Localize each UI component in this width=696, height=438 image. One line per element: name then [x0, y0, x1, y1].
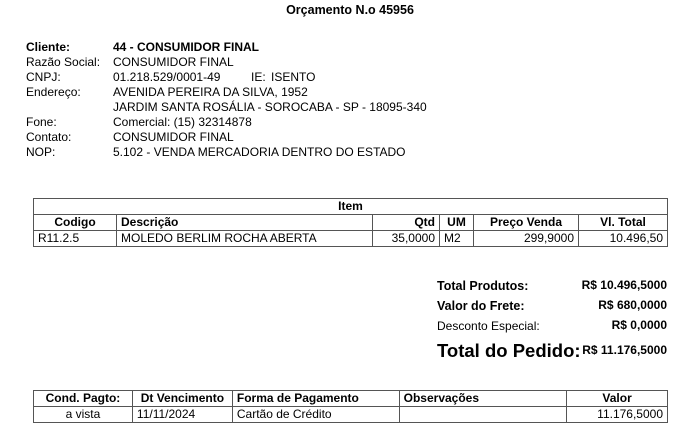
header-observacoes: Observações	[399, 391, 567, 407]
desconto-value: R$ 0,0000	[611, 318, 667, 332]
items-caption: Item	[34, 199, 668, 215]
table-row	[34, 407, 668, 423]
razao-label: Razão Social:	[26, 55, 101, 69]
cell-descricao: MOLEDO BERLIM ROCHA ABERTA	[117, 231, 373, 247]
ie-value: ISENTO	[271, 70, 316, 84]
cnpj-value: 01.218.529/0001-49	[113, 70, 221, 84]
header-qtd: Qtd	[373, 215, 440, 231]
cnpj-label: CNPJ:	[26, 70, 61, 84]
frete-label: Valor do Frete:	[437, 299, 525, 313]
header-valor: Valor	[567, 391, 668, 407]
cell-vencimento: 11/11/2024	[132, 407, 232, 423]
total-produtos-value: R$ 10.496,5000	[581, 278, 667, 292]
contato-label: Contato:	[26, 130, 72, 144]
cell-observacoes	[399, 407, 567, 423]
payment-header-row	[34, 391, 668, 407]
endereco-line2: JARDIM SANTA ROSÁLIA - SOROCABA - SP - 18095-340	[113, 100, 427, 114]
cell-total: 10.496,50	[579, 231, 668, 247]
header-descricao: Descrição	[117, 215, 373, 231]
header-um: UM	[440, 215, 474, 231]
document-title: Orçamento N.o 45956	[286, 3, 414, 17]
cliente-value: 44 - CONSUMIDOR FINAL	[113, 40, 260, 54]
fone-value: Comercial: (15) 32314878	[113, 115, 252, 129]
header-preco: Preço Venda	[474, 215, 579, 231]
cell-cond-pagto: a vista	[34, 407, 133, 423]
nop-value: 5.102 - VENDA MERCADORIA DENTRO DO ESTADO	[113, 145, 406, 159]
cliente-label: Cliente:	[26, 40, 71, 54]
endereco-label: Endereço:	[26, 85, 81, 99]
cell-qtd: 35,0000	[373, 231, 440, 247]
cell-um: M2	[440, 231, 474, 247]
header-forma: Forma de Pagamento	[232, 391, 399, 407]
cell-preco: 299,9000	[474, 231, 579, 247]
contato-value: CONSUMIDOR FINAL	[113, 130, 234, 144]
nop-label: NOP:	[26, 145, 56, 159]
header-codigo: Codigo	[34, 215, 117, 231]
items-table	[33, 198, 668, 247]
total-produtos-label: Total Produtos:	[437, 279, 529, 293]
fone-label: Fone:	[26, 115, 57, 129]
ie-label: IE:	[251, 70, 266, 84]
frete-value: R$ 680,0000	[598, 298, 667, 312]
cell-forma: Cartão de Crédito	[232, 407, 399, 423]
desconto-label: Desconto Especial:	[437, 319, 540, 333]
razao-value: CONSUMIDOR FINAL	[113, 55, 234, 69]
header-total: Vl. Total	[579, 215, 668, 231]
items-header-row	[34, 215, 668, 231]
header-cond-pagto: Cond. Pagto:	[34, 391, 133, 407]
cell-codigo: R11.2.5	[34, 231, 117, 247]
payment-table	[33, 390, 668, 423]
total-pedido-value: R$ 11.176,5000	[582, 343, 667, 357]
header-vencimento: Dt Vencimento	[132, 391, 232, 407]
table-row	[34, 231, 668, 247]
endereco-line1: AVENIDA PEREIRA DA SILVA, 1952	[113, 85, 308, 99]
total-pedido-label: Total do Pedido:	[437, 340, 581, 361]
cell-valor: 11.176,5000	[567, 407, 668, 423]
